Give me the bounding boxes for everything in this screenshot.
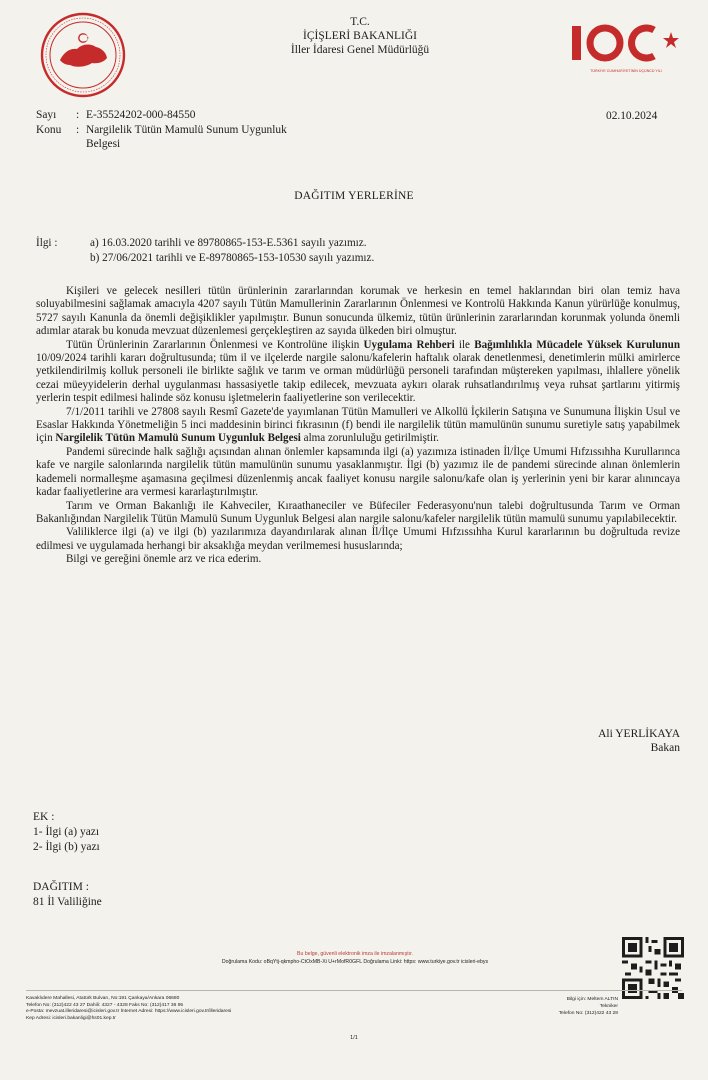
reference-block: İlgi : a) 16.03.2020 tarihli ve 89780865-153-E.5361 sayılı yazımız. b) 27/06/2021 tarihli ve E-89780865-153-10530 sayılı yazımız. (36, 237, 375, 264)
ilgi-b: b) 27/06/2021 tarihli ve E-89780865-153-10530 sayılı yazımız. (90, 251, 375, 264)
ek-item-2: 2- İlgi (b) yazı (33, 841, 100, 853)
footer-kep-line: Kep Adresi: icisleri.bakanligi@hs01.kep.tr (26, 1015, 116, 1021)
centennial-100-logo-icon (568, 18, 684, 80)
signer-title: Bakan (650, 742, 680, 754)
dagitim-label: DAĞITIM : (33, 881, 89, 893)
document-date: 02.10.2024 (606, 110, 658, 122)
e-signature-verification (140, 950, 570, 966)
paragraph-2: Tütün Ürünlerinin Zararlarının Önlenmesi ve Kontrolüne ilişkin Uygulama Rehberi ile Bağımlılıkla Mücadele Yüksek Kurulunun 10/09/2024 tarihli kararı doğrultusunda; tüm il ve ilçelerde nargile salonu/kafelerin haftalık olarak denetlenmesi, denetimlerin mülki amirlerce yetkilendirilmiş kolluk personeli ile birlikte sağlık ve tarım ve orman müdürlüğü personeli tarafından müştereken yapılması, ihlallere yönelik cezai müeyyidelerin derhal uygulanması hassasiyetle takip edilecek, mevzuata aykırı olarak ruhsatlandırılmış veya ruhsat şartlarını yitirmiş yerlerin tespit edilmesi halinde söz konusu işletmelerin faaliyetlerine son verilecektir. (36, 338, 681, 405)
dagitim-item-1: 81 İl Valiliğine (33, 896, 102, 908)
footer-email-line: e-Posta: mevzuat.illeridaresi@icisleri.gov.tr İnternet Adresi: https://www.icisleri.gov.tr/illeridaresi (26, 1009, 232, 1015)
letter-body (36, 285, 680, 567)
konu-line-1: Nargilelik Tütün Mamulü Sunum Uygunluk (86, 123, 287, 136)
footer-divider (26, 990, 682, 991)
e-signature-notice: Bu belge, güvenli elektronik imza ile imzalanmıştır. (297, 951, 413, 957)
paragraph-3: 7/1/2011 tarihli ve 27808 sayılı Resmî Gazete'de yayımlanan Tütün Mamulleri ve Alkollü İçkilerin Satışına ve Sunumuna İlişkin Usul ve Esaslar Hakkında Yönetmeliğin 5 inci maddesinin birinci fıkrasının (f) bendi ile nargilelik tütün mamulünün sunumu suretiyle satış yapabilmek için Nargilelik Tütün Mamulü Sunum Uygunluk Belgesi alma zorunluluğu getirilmiştir. (36, 405, 680, 445)
paragraph-1: Kişileri ve gelecek nesilleri tütün ürünlerinin zararlarından korumak ve herkesin en temel haklarından biri olan temiz hava soluyabilmesini sağlamak amacıyla 4207 sayılı Tütün Mamullerinin Zararlarının Önlenmesi ve Kontrolü Hakkında Kanun yürürlüğe konulmuş, 5727 sayılı Kanunla da önemli değişiklikler yapılmıştır. Bunun sonucunda ülkemiz, tütün ürünlerinin zararlarından korunmak yolunda önemli adımlar atarak bu konuda mevzuat düzenlemesi gerçekleştiren az sayıda ülkeden biri olmuştur. (36, 285, 680, 338)
konu-label: Konu (36, 123, 62, 136)
ministry-seal-icon (40, 12, 126, 98)
paragraph-6: Valiliklerce ilgi (a) ve ilgi (b) yazılarımıza dayandırılarak alınan İl/İlçe Umumi Hıfzıssıhha Kurul kararlarının bu doğrultuda revize edilmesi ve uygulamada herhangi bir aksaklığa meydan verilmemesi hususlarında; (36, 526, 680, 552)
footer-contact (470, 996, 618, 1017)
footer-address-line: Kavaklıdere Mahallesi, Atatürk Bulvarı, No:191 Çankaya/Ankara 06680 (26, 996, 180, 1001)
footer-address (26, 996, 356, 1022)
header-ministry: İÇİŞLERİ BAKANLIĞI (302, 30, 418, 42)
konu-line-2: Belgesi (86, 138, 121, 150)
footer-phone-line: Telefon No: (312)422 43 27 Dahili: 4327 - 4328 Faks No: (312)417 36 95 (26, 1002, 184, 1008)
footer-contact-title: Tekniker (599, 1004, 618, 1009)
ek-item-1: 1- İlgi (a) yazı (33, 826, 100, 838)
footer-contact-person: Bilgi için: Meltem ALTIN (566, 997, 618, 1002)
distribution-title: DAĞITIM YERLERİNE (294, 190, 414, 202)
document-meta: Sayı : E-35524202-000-84550 Konu : Nargilelik Tütün Mamulü Sunum Uygunluk Belgesi (36, 108, 676, 152)
ilgi-a: a) 16.03.2020 tarihli ve 89780865-153-E.5361 sayılı yazımız. (90, 237, 367, 249)
header-tc: T.C. (350, 16, 370, 28)
sayi-label: Sayı (36, 109, 57, 121)
footer-contact-phone: Telefon No: (312)422 43 28 (558, 1011, 618, 1016)
sayi-value: E-35524202-000-84550 (86, 109, 196, 121)
distribution-block (33, 880, 102, 910)
ilgi-label: İlgi (36, 237, 52, 249)
ek-label: EK : (33, 811, 55, 823)
paragraph-4: Pandemi sürecinde halk sağlığı açısından alınan önlemler kapsamında ilgi (a) yazımıza istinaden İl/İlçe Umumi Hıfzıssıhha Kurullarınca kafe ve nargile salonlarında nargilelik tütün mamulünün sunumu yasaklanmıştır. İlgi (b) yazımız ile de pandemi sürecinde alınan önlemlerin kademeli normalleşme aşamasına geçilmesi düzenlenmiş ancak faaliyet konusu nargile salonu/kafe olan iş yerlerinin yeni bir karar alınıncaya kadar faaliyetlerine ara vermesi kararlaştırılmıştır. (36, 445, 680, 499)
verification-code: Doğrulama Kodu: oBqYtj-qkmpho-CtOxMB-Xi U+rMofR0GFL Doğrulama Linki: https: www.turkiye.gov.tr icisleri-ebys (221, 959, 489, 965)
konu-value (86, 123, 386, 152)
paragraph-5: Tarım ve Orman Bakanlığı ile Kahveciler, Kıraathaneciler ve Büfeciler Federasyonu'nun talebi doğrultusunda Tarım ve Orman Bakanlığından Nargilelik Tütün Mamulü Sunum Uygunluk Belgesi alan nargile salonu/kafeler nargilelik tütün mamulü sunumu yapılabilecektir. (36, 499, 680, 525)
letterhead (180, 15, 540, 57)
paragraph-7: Bilgi ve gereğini önemle arz ve rica ederim. (66, 553, 262, 566)
attachments-block (33, 810, 100, 855)
page-number: 1/1 (350, 1035, 358, 1041)
header-directorate: İller İdaresi Genel Müdürlüğü (290, 44, 430, 56)
centennial-caption: TÜRKİYE CUMHURİYETİNİN ÜÇÜNCÜ YILI (590, 69, 662, 73)
signer-name: Ali YERLİKAYA (598, 728, 680, 740)
signature-block (540, 727, 680, 755)
